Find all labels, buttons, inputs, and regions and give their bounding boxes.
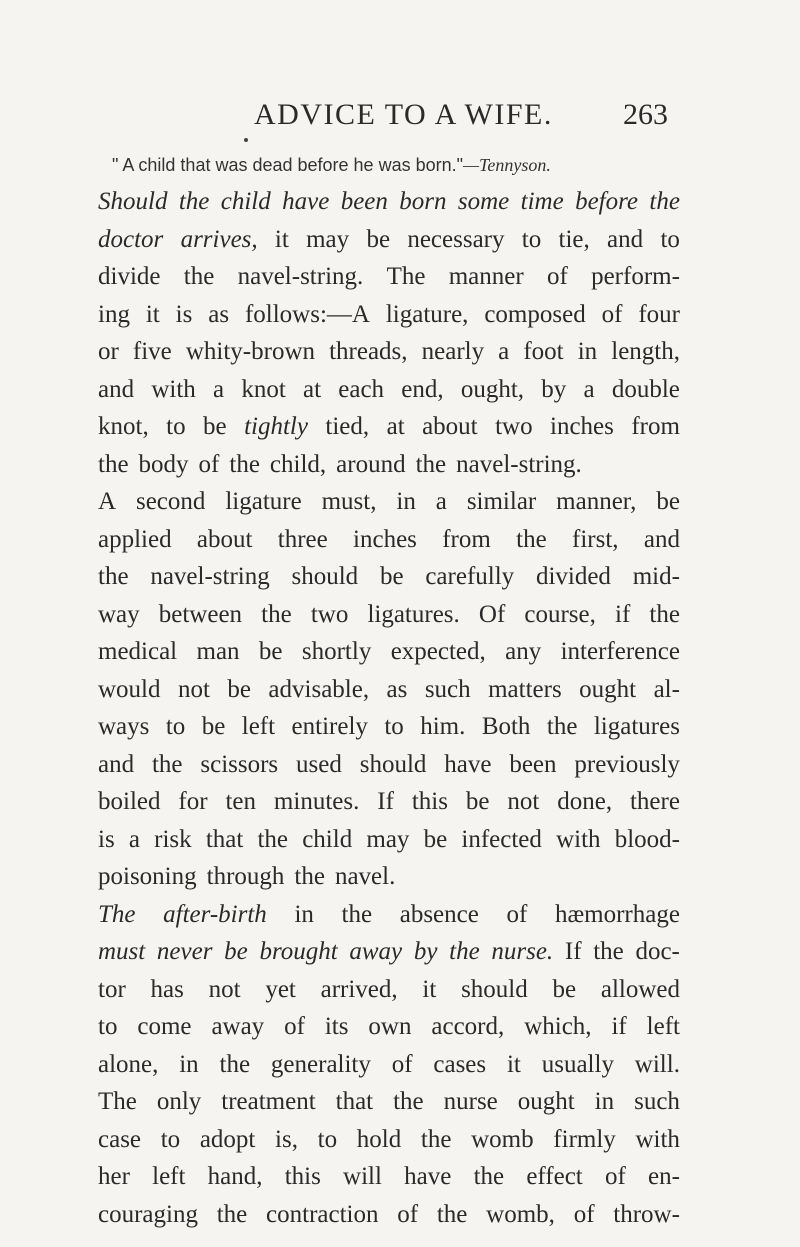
word: be xyxy=(423,825,448,853)
word: with xyxy=(635,1125,680,1153)
word: and xyxy=(607,225,644,253)
text-line xyxy=(98,333,680,371)
word: of xyxy=(284,1013,305,1040)
word: five xyxy=(132,338,172,365)
word: in xyxy=(594,1088,615,1115)
word: tor xyxy=(98,975,126,1003)
word: that xyxy=(205,825,244,853)
text-line xyxy=(98,258,680,296)
text-line xyxy=(98,296,680,334)
word: be xyxy=(201,713,226,740)
word: matters xyxy=(488,675,562,703)
word: a xyxy=(498,338,510,365)
word: if xyxy=(615,600,631,628)
word: of xyxy=(573,1200,595,1228)
word: throw- xyxy=(613,1200,680,1228)
word: three xyxy=(277,525,328,553)
word: Should xyxy=(98,188,168,215)
text-line xyxy=(98,1083,680,1121)
word: have xyxy=(282,188,330,215)
word: the xyxy=(216,1200,248,1228)
word: the xyxy=(178,188,210,215)
word: advisable, xyxy=(268,675,370,703)
body-text xyxy=(98,183,680,1233)
word: from xyxy=(442,525,491,553)
word: knot xyxy=(241,375,286,403)
word: to xyxy=(166,413,186,440)
word: navel-string. xyxy=(456,450,582,478)
word: a xyxy=(583,375,595,403)
word: the xyxy=(516,525,547,553)
word: tie, xyxy=(558,225,590,253)
text-line xyxy=(98,858,680,896)
word: not xyxy=(177,675,210,703)
word: mid- xyxy=(632,563,680,590)
word: perform- xyxy=(591,263,680,290)
word: arrives, xyxy=(180,225,258,253)
word: similar xyxy=(466,488,537,515)
word: necessary xyxy=(407,225,505,253)
word: between xyxy=(158,600,243,628)
word: in xyxy=(396,488,416,515)
word: any xyxy=(505,638,542,665)
word: usually xyxy=(541,1050,614,1078)
word: ligature xyxy=(225,488,302,515)
text-line xyxy=(98,183,680,221)
word: it xyxy=(506,1050,521,1078)
word: would xyxy=(98,675,161,703)
word: should xyxy=(291,563,359,590)
word: way xyxy=(98,600,140,628)
word: the xyxy=(98,563,129,590)
word: carefully xyxy=(425,563,515,590)
word: ligatures xyxy=(593,713,680,740)
word: of xyxy=(397,1200,419,1228)
word: The xyxy=(98,1088,137,1115)
word: not xyxy=(208,975,241,1003)
word: hold xyxy=(356,1125,402,1153)
text-line xyxy=(98,671,680,709)
word: treatment xyxy=(221,1088,316,1115)
word: at xyxy=(386,413,405,440)
word: ways xyxy=(98,713,150,740)
word: accord, xyxy=(431,1013,505,1040)
word: of xyxy=(604,1163,626,1190)
word: as xyxy=(386,675,408,703)
word: about xyxy=(422,413,478,440)
word: the xyxy=(649,188,680,215)
word: ten xyxy=(225,788,257,815)
text-line xyxy=(98,1121,680,1159)
word: infected xyxy=(461,825,542,853)
word: effect xyxy=(526,1163,583,1190)
text-line xyxy=(98,558,680,596)
word: yet xyxy=(265,975,296,1003)
page-number: 263 xyxy=(623,98,668,131)
word: him. xyxy=(420,713,466,740)
word: applied xyxy=(98,525,172,553)
word: to xyxy=(660,225,680,253)
text-line xyxy=(98,933,680,971)
word: composed xyxy=(484,300,586,328)
word: not xyxy=(507,788,540,815)
word: minutes. xyxy=(273,788,360,815)
word: which, xyxy=(524,1013,592,1040)
word: around xyxy=(336,450,406,478)
epigraph-quote: " A child that was dead before he was born." xyxy=(112,155,463,175)
word: the xyxy=(219,1050,251,1078)
word: poisoning xyxy=(98,863,197,890)
word: through xyxy=(206,863,285,890)
word: nurse xyxy=(443,1088,498,1115)
word: doctor xyxy=(98,225,164,253)
word: whity-brown xyxy=(185,338,316,365)
word: in xyxy=(294,900,314,928)
word: with xyxy=(556,825,601,853)
word: come xyxy=(137,1013,192,1040)
word: is, xyxy=(275,1125,298,1153)
word: have xyxy=(404,1163,452,1190)
word: child, xyxy=(269,450,327,478)
word: the xyxy=(420,1125,452,1153)
word: manner, xyxy=(556,488,637,515)
word: nearly xyxy=(421,338,485,365)
word: done, xyxy=(557,788,613,815)
word: some xyxy=(457,188,510,215)
word: in xyxy=(577,338,598,365)
word: the xyxy=(294,863,325,890)
word: the xyxy=(593,938,624,965)
text-line xyxy=(98,896,680,934)
epigraph-attribution: —Tennyson. xyxy=(463,155,551,175)
word: nurse. xyxy=(491,938,554,965)
word: hand, xyxy=(207,1163,263,1190)
word: body xyxy=(138,450,189,478)
word: If xyxy=(564,938,582,965)
word: the xyxy=(257,825,289,853)
word: absence xyxy=(399,900,479,928)
word: the xyxy=(393,1088,424,1115)
word: be xyxy=(258,638,283,665)
word: Both xyxy=(481,713,531,740)
word: may xyxy=(306,225,350,253)
word: of xyxy=(391,1050,413,1078)
word: that xyxy=(335,1088,374,1115)
word: ligatures. xyxy=(367,600,460,628)
text-line xyxy=(98,521,680,559)
word: will. xyxy=(634,1050,680,1078)
word: time xyxy=(520,188,564,215)
word: al- xyxy=(653,675,680,703)
text-line xyxy=(98,408,680,446)
word: the xyxy=(473,1163,505,1190)
word: only xyxy=(156,1088,202,1115)
text-line xyxy=(98,596,680,634)
word: child xyxy=(220,188,271,215)
word: medical xyxy=(98,638,178,665)
word: the xyxy=(341,900,373,928)
word: be xyxy=(465,788,490,815)
text-line xyxy=(98,708,680,746)
word: born xyxy=(399,188,447,215)
word: inches xyxy=(353,525,417,553)
word: the xyxy=(183,263,215,290)
word: by xyxy=(413,938,438,965)
word: doc- xyxy=(635,938,680,965)
word: the xyxy=(436,1200,468,1228)
word: womb, xyxy=(486,1200,555,1228)
word: should xyxy=(359,750,427,778)
word: hæmorrhage xyxy=(554,900,680,928)
word: should xyxy=(461,975,528,1003)
word: the xyxy=(98,450,129,478)
text-line xyxy=(98,1046,680,1084)
word: ought xyxy=(517,1088,575,1115)
word: firmly xyxy=(553,1125,616,1153)
word: A xyxy=(98,488,117,515)
word: the xyxy=(546,713,578,740)
word: such xyxy=(634,1088,680,1115)
word: four xyxy=(638,300,680,328)
word: for xyxy=(178,788,208,815)
word: allowed xyxy=(600,975,680,1003)
word: from xyxy=(631,413,680,440)
word: to xyxy=(160,1125,181,1153)
word: Of xyxy=(478,600,506,628)
word: The xyxy=(386,263,426,290)
word: a xyxy=(128,825,140,853)
word: two xyxy=(310,600,349,628)
text-line xyxy=(98,371,680,409)
word: of xyxy=(601,300,623,328)
word: its xyxy=(324,1013,349,1040)
word: the xyxy=(449,938,480,965)
word: course, xyxy=(524,600,596,628)
text-line xyxy=(98,1196,680,1234)
word: the xyxy=(649,600,680,628)
word: generality xyxy=(270,1050,371,1078)
word: of xyxy=(198,450,220,478)
word: is xyxy=(175,300,193,328)
word: been xyxy=(509,750,557,778)
word: left xyxy=(646,1013,680,1040)
word: the xyxy=(261,600,292,628)
word: been xyxy=(340,188,388,215)
word: has xyxy=(150,975,184,1003)
word: by xyxy=(541,375,567,403)
word: this xyxy=(411,788,448,815)
word: manner xyxy=(448,263,524,290)
running-head xyxy=(220,98,680,138)
text-line xyxy=(98,783,680,821)
word: to xyxy=(521,225,542,253)
word: the xyxy=(229,450,260,478)
word: of xyxy=(506,900,528,928)
word: tied, xyxy=(325,413,370,440)
text-line xyxy=(98,446,680,484)
word: be xyxy=(224,938,248,965)
word: to xyxy=(98,1013,118,1040)
word: previously xyxy=(574,750,680,778)
word: left xyxy=(152,1163,186,1190)
word: case xyxy=(98,1125,142,1153)
word: double xyxy=(611,375,680,403)
word: expected, xyxy=(390,638,486,665)
word: this xyxy=(284,1163,321,1190)
word: and xyxy=(643,525,680,553)
word: navel. xyxy=(334,863,396,890)
word: of xyxy=(546,263,568,290)
word: a xyxy=(435,488,447,515)
word: her xyxy=(98,1163,130,1190)
word: two xyxy=(495,413,533,440)
word: the xyxy=(415,450,447,478)
word: adopt xyxy=(199,1125,256,1153)
word: ought xyxy=(579,675,637,703)
word: it xyxy=(145,300,160,328)
running-title: ADVICE TO A WIFE. xyxy=(254,98,553,131)
word: be xyxy=(656,488,680,515)
word: be xyxy=(227,675,251,703)
word: first, xyxy=(572,525,619,553)
word: be xyxy=(379,563,404,590)
word: and xyxy=(98,375,135,403)
word: used xyxy=(296,750,342,778)
word: boiled xyxy=(98,788,161,815)
word: blood- xyxy=(614,825,680,853)
word: must, xyxy=(321,488,377,515)
word: and xyxy=(98,750,135,778)
word: own xyxy=(368,1013,412,1040)
word: follows:—A xyxy=(244,300,370,328)
word: away xyxy=(349,938,403,965)
word: risk xyxy=(154,825,192,853)
word: if xyxy=(611,1013,627,1040)
word: away xyxy=(211,1013,265,1040)
word: be xyxy=(552,975,577,1003)
word: never xyxy=(156,938,213,965)
word: with xyxy=(151,375,196,403)
word: foot xyxy=(523,338,564,365)
word: is xyxy=(98,825,115,853)
word: before xyxy=(575,188,639,215)
word: contraction xyxy=(266,1200,379,1228)
text-line xyxy=(98,746,680,784)
word: be xyxy=(203,413,227,440)
word: en- xyxy=(647,1163,680,1190)
word: ought, xyxy=(460,375,525,403)
word: inches xyxy=(550,413,614,440)
word: it xyxy=(274,225,289,253)
word: be xyxy=(366,225,391,253)
word: alone, xyxy=(98,1050,159,1078)
epigraph xyxy=(112,155,551,176)
word: scissors xyxy=(200,750,279,778)
word: left xyxy=(241,713,276,740)
print-speck xyxy=(244,138,248,142)
word: navel-string. xyxy=(237,263,364,290)
word: womb xyxy=(471,1125,534,1153)
word: knot, xyxy=(98,413,149,440)
word: brought xyxy=(259,938,338,965)
word: cases xyxy=(433,1050,487,1078)
word: as xyxy=(208,300,230,328)
word: shortly xyxy=(301,638,372,665)
word: to xyxy=(317,1125,338,1153)
text-line xyxy=(98,483,680,521)
word: in xyxy=(179,1050,199,1078)
word: divided xyxy=(535,563,611,590)
word: to xyxy=(165,713,186,740)
word: it xyxy=(422,975,437,1003)
word: the xyxy=(151,750,183,778)
word: second xyxy=(135,488,206,515)
text-line xyxy=(98,633,680,671)
word: The xyxy=(98,900,136,928)
word: a xyxy=(213,375,225,403)
word: may xyxy=(366,825,410,853)
word: entirely xyxy=(291,713,368,740)
word: will xyxy=(343,1163,382,1190)
word: such xyxy=(424,675,471,703)
word: man xyxy=(196,638,240,665)
word: navel-string xyxy=(150,563,270,590)
word: interference xyxy=(560,638,680,665)
text-line xyxy=(98,971,680,1009)
text-line xyxy=(98,221,680,259)
word: at xyxy=(303,375,322,403)
word: ligature, xyxy=(385,300,469,328)
word: after-birth xyxy=(163,900,267,928)
word: ing xyxy=(98,300,130,328)
word: tightly xyxy=(244,413,308,440)
word: arrived, xyxy=(320,975,398,1003)
word: about xyxy=(196,525,253,553)
word: to xyxy=(384,713,404,740)
text-line xyxy=(98,1008,680,1046)
word: length, xyxy=(611,338,680,365)
word: child xyxy=(302,825,353,853)
word: couraging xyxy=(98,1200,198,1228)
word: divide xyxy=(98,263,161,290)
word: have xyxy=(444,750,492,778)
text-line xyxy=(98,1158,680,1196)
word: threads, xyxy=(329,338,408,365)
text-line xyxy=(98,821,680,859)
word: each xyxy=(338,375,385,403)
word: If xyxy=(377,788,394,815)
word: must xyxy=(98,938,146,965)
word: end, xyxy=(401,375,444,403)
word: there xyxy=(629,788,680,815)
word: or xyxy=(98,338,119,365)
